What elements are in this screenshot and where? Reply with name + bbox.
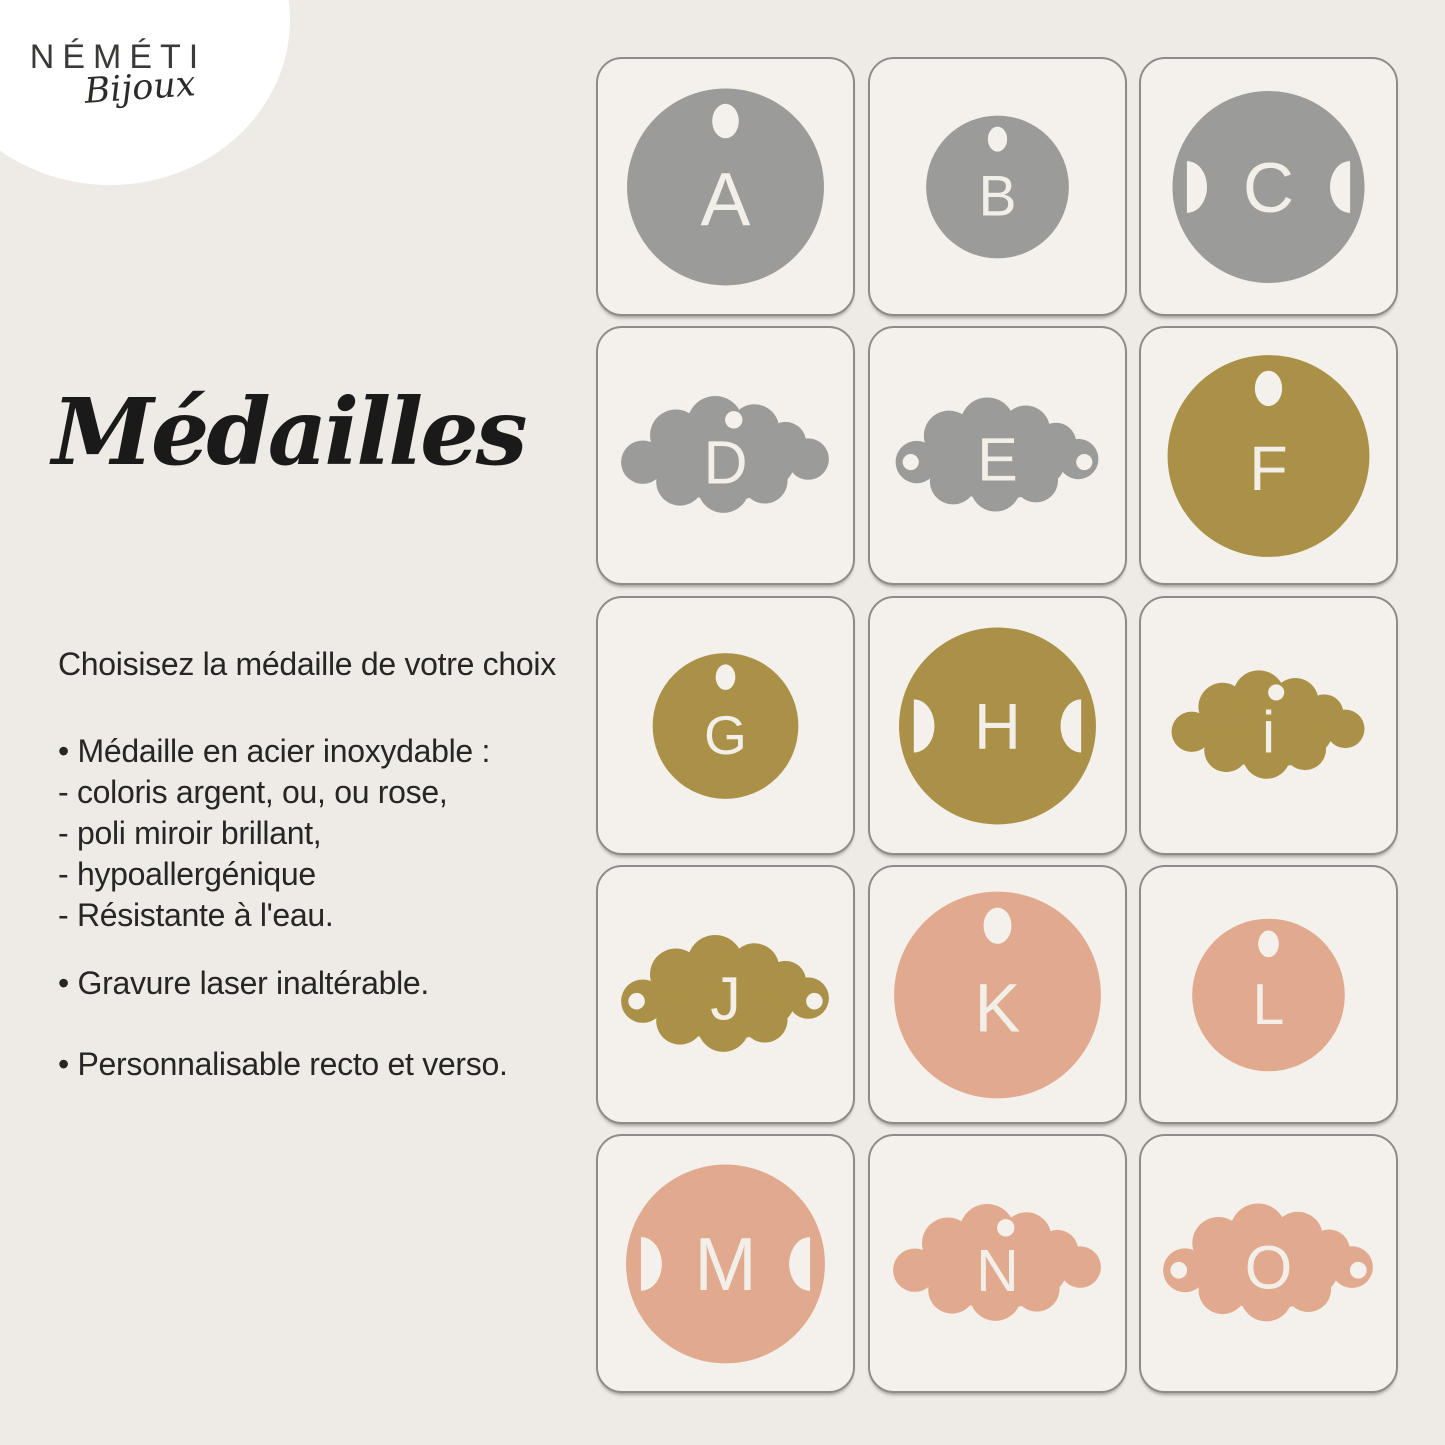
medal-a-hole xyxy=(712,104,739,138)
medal-f-graphic xyxy=(1141,328,1396,583)
medal-l-hole xyxy=(1258,930,1279,957)
medal-j-hole-right xyxy=(806,993,823,1010)
medal-o-letter: O xyxy=(1244,1233,1293,1302)
medal-cell-i xyxy=(1139,596,1398,855)
medal-cell-c xyxy=(1139,57,1398,316)
medal-n-letter: N xyxy=(975,1237,1019,1304)
description-intro: Choisisez la médaille de votre choix xyxy=(58,646,556,682)
medal-j-graphic xyxy=(598,867,853,1122)
medal-a-letter: A xyxy=(700,156,751,241)
medal-h-letter: H xyxy=(973,689,1021,763)
medal-cell-d xyxy=(596,326,855,585)
medal-g-hole xyxy=(716,664,736,690)
description-materials xyxy=(58,731,603,936)
medal-cell-e xyxy=(868,326,1127,585)
medal-cell-m xyxy=(596,1134,855,1393)
medal-a-graphic xyxy=(598,59,853,314)
medal-k-hole xyxy=(983,907,1011,943)
medal-k-graphic xyxy=(870,867,1125,1122)
medal-l-graphic xyxy=(1141,867,1396,1122)
medal-g-letter: G xyxy=(704,703,747,766)
description-line: - hypoallergénique xyxy=(58,856,316,892)
medal-j-letter: J xyxy=(710,964,741,1033)
medal-n-hole xyxy=(997,1219,1014,1236)
medal-l-letter: L xyxy=(1252,972,1285,1037)
medal-f-letter: F xyxy=(1249,434,1288,505)
medal-b-graphic xyxy=(870,59,1125,314)
medal-n-graphic xyxy=(870,1136,1125,1391)
medal-cell-k xyxy=(868,865,1127,1124)
medal-f-hole xyxy=(1255,371,1282,406)
medal-cell-j xyxy=(596,865,855,1124)
medal-i-letter: i xyxy=(1261,698,1276,765)
medal-cell-o xyxy=(1139,1134,1398,1393)
medal-m-graphic xyxy=(598,1136,853,1391)
medal-e-graphic xyxy=(870,328,1125,583)
medal-b-hole xyxy=(987,127,1006,152)
description-line: - poli miroir brillant, xyxy=(58,815,322,851)
medal-e-letter: E xyxy=(976,425,1018,494)
medal-d-letter: D xyxy=(703,428,748,497)
medal-grid xyxy=(596,57,1398,1393)
description-engraving: • Gravure laser inaltérable. xyxy=(58,965,429,1001)
medal-o-graphic xyxy=(1141,1136,1396,1391)
medal-k-letter: K xyxy=(974,969,1020,1047)
medal-d-graphic xyxy=(598,328,853,583)
medal-c-letter: C xyxy=(1242,148,1295,228)
medal-cell-f xyxy=(1139,326,1398,585)
brand-tagline: Bijoux xyxy=(83,64,197,112)
medal-o-hole-right xyxy=(1350,1262,1367,1279)
medal-e-hole-left xyxy=(902,454,918,470)
medal-g-graphic xyxy=(598,598,853,853)
medal-cell-n xyxy=(868,1134,1127,1393)
medal-i-graphic xyxy=(1141,598,1396,853)
medal-o-hole-left xyxy=(1170,1262,1187,1279)
medal-i-hole xyxy=(1268,684,1284,700)
medal-m-letter: M xyxy=(694,1222,757,1307)
medal-e-hole-right xyxy=(1076,454,1092,470)
medal-d-hole xyxy=(725,411,742,428)
medal-c-graphic xyxy=(1141,59,1396,314)
medal-h-graphic xyxy=(870,598,1125,853)
medal-cell-h xyxy=(868,596,1127,855)
medal-cell-b xyxy=(868,57,1127,316)
description-line: - coloris argent, ou, ou rose, xyxy=(58,774,448,810)
description-line: - Résistante à l'eau. xyxy=(58,897,334,933)
description-line: • Médaille en acier inoxydable : xyxy=(58,733,491,769)
medal-cell-g xyxy=(596,596,855,855)
brand-name: NÉMÉTI xyxy=(29,38,207,76)
medal-cell-a xyxy=(596,57,855,316)
medal-b-letter: B xyxy=(977,164,1017,229)
medal-j-hole-left xyxy=(628,993,645,1010)
medal-cell-l xyxy=(1139,865,1398,1124)
page-title: Médailles xyxy=(52,378,525,486)
description-personalization: • Personnalisable recto et verso. xyxy=(58,1046,508,1082)
